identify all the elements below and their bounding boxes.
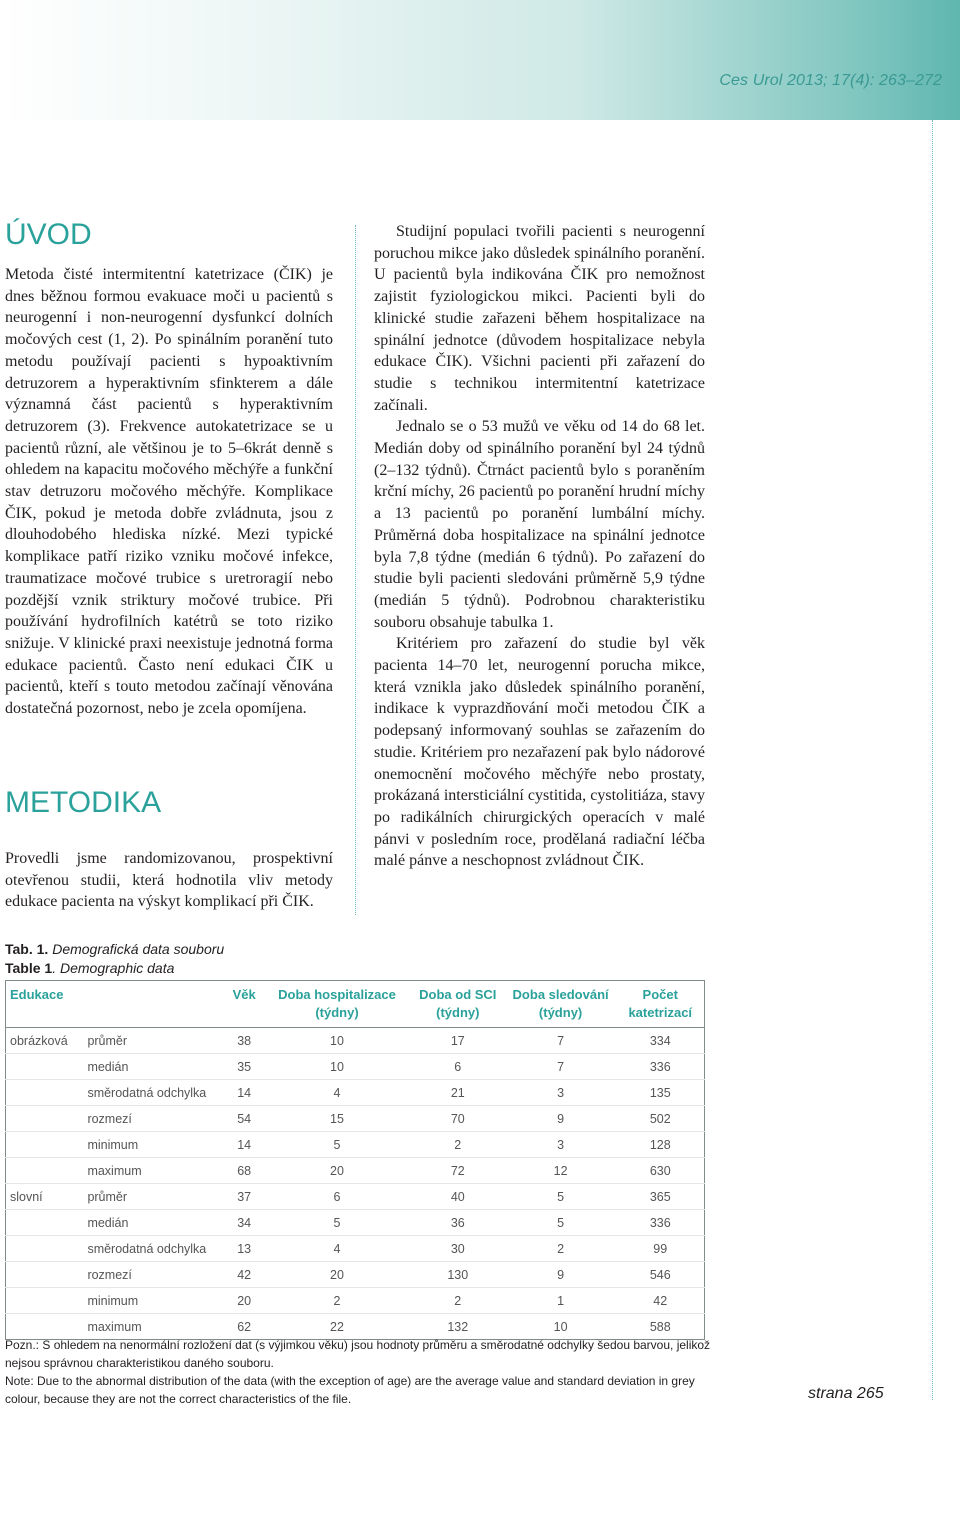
value-cell: 1 xyxy=(505,1288,617,1314)
group-cell: obrázková xyxy=(10,1033,68,1048)
value-cell: 130 xyxy=(411,1262,505,1288)
value-cell: 40 xyxy=(411,1184,505,1210)
value-cell: 3 xyxy=(505,1132,617,1158)
journal-citation: Ces Urol 2013; 17(4): 263–272 xyxy=(719,72,942,89)
value-cell: 35 xyxy=(225,1054,263,1080)
right-paragraph-3: Kritériem pro zařazení do studie byl věk pacienta 14–70 let, neurogenní porucha mikce, která vznikla jako důsledek spinálního poranění, indikace k vyprazdňování moči metodou ČIK a podepsaný informovaný souhlas se zařazením do studie. Kritériem pro nezařazení pak bylo nádorové onemocnění močového měchýře nebo prostaty, prokázaná intersticiální cystitida, cystolitiáza, stavy po radikálních chirurgických operacích v malé pánvi v posledním roce, prodělaná radiační léčba malé pánve a neschopnost zvládnout ČIK. xyxy=(374,635,705,870)
group-cell: slovní xyxy=(6,1184,84,1210)
value-cell: 10 xyxy=(330,1033,344,1048)
right-paragraph-2: Jednalo se o 53 mužů ve věku od 14 do 68 let. Medián doby od spinálního poranění byl 24 týdnů (2–132 týdnů). Čtrnáct pacientů bylo s poraněním krční míchy, 26 pacientů po poranění hrudní míchy a 13 pacientů po poranění lumbální míchy. Průměrná doba hospitalizace na spinální jednotce byla 7,8 týdne (medián 6 týdnů). Po zařazení do studie byli pacienti sledováni průměrně 5,9 týdne (medián 5 týdnů). Podrobnou charakteristiku souboru obsahuje tabulka 1. xyxy=(374,418,705,631)
table-row xyxy=(6,1314,705,1340)
value-cell: 10 xyxy=(505,1314,617,1340)
methods-heading: METODIKA xyxy=(5,786,162,819)
value-cell: 2 xyxy=(411,1132,505,1158)
stat-cell: maximum xyxy=(83,1314,225,1340)
value-cell: 54 xyxy=(225,1106,263,1132)
stat-cell: minimum xyxy=(83,1132,225,1158)
caption-cz-label: Tab. 1. xyxy=(5,941,49,957)
value-cell: 336 xyxy=(617,1210,705,1236)
value-cell: 334 xyxy=(649,1033,671,1048)
table-row xyxy=(6,1184,705,1210)
value-cell: 5 xyxy=(505,1184,617,1210)
table-row xyxy=(6,1158,705,1184)
value-cell: 62 xyxy=(225,1314,263,1340)
value-cell: 546 xyxy=(617,1262,705,1288)
intro-paragraph: Metoda čisté intermitentní katetrizace (ČIK) je dnes běžnou formou evakuace moči u pacientů s neurogenní i non-neurogenní dysfunkcí dolních močových cest (1, 2). Po spinálním poranění tuto metodu používají pacienti s hypoaktivním detruzorem a hyperaktivním sfinkterem a dále významná část pacientů s hyperaktivním detruzorem (3). Frekvence autokatetrizace se u pacientů různí, ale většinou je to 5–6krát denně s ohledem na kapacitu močového měchýře a funkční stav detruzoru močového měchýře. Komplikace ČIK, pokud je metoda dobře zvládnuta, jsou z dlouhodobého hlediska nízké. Mezi typické komplikace patří riziko vzniku močové infekce, traumatizace močové trubice s uretroragií nebo pozdější vznik striktury močové trubice. Při používání hydrofilních katétrů se toto riziko snižuje. V klinické praxi neexistuje jednotná forma edukace pacientů. Často není edukaci ČIK u pacientů, kteří s touto metodou začínají věnována dostatečná pozornost, nebo je zcela opomíjena. xyxy=(5,266,333,718)
value-cell: 36 xyxy=(411,1210,505,1236)
value-cell: 99 xyxy=(617,1236,705,1262)
table-row xyxy=(6,1106,705,1132)
caption-en-label: Table 1 xyxy=(5,960,53,976)
table-row xyxy=(6,1236,705,1262)
value-cell: 502 xyxy=(617,1106,705,1132)
stat-cell: průměr xyxy=(87,1033,128,1048)
value-cell: 42 xyxy=(225,1262,263,1288)
value-cell: 2 xyxy=(263,1288,411,1314)
value-cell: 2 xyxy=(411,1288,505,1314)
value-cell: 20 xyxy=(263,1158,411,1184)
right-column xyxy=(374,221,705,872)
value-cell: 15 xyxy=(263,1106,411,1132)
group-cell xyxy=(6,1210,84,1236)
group-cell xyxy=(6,1314,84,1340)
col-header: Počet katetrizací xyxy=(617,981,705,1028)
table-row xyxy=(6,1210,705,1236)
stat-cell: medián xyxy=(83,1210,225,1236)
value-cell: 20 xyxy=(263,1262,411,1288)
value-cell: 588 xyxy=(617,1314,705,1340)
value-cell: 17 xyxy=(450,1033,465,1048)
col-header: Doba hospitalizace (týdny) xyxy=(263,981,411,1028)
note-cz: Pozn.: S ohledem na nenormální rozložení dat (s výjimkou věku) jsou hodnoty průměru a směrodatné odchylky šedou barvou, jelikož nejsou správnou charakteristikou daného souboru. xyxy=(5,1338,711,1370)
group-cell xyxy=(6,1262,84,1288)
value-cell: 7 xyxy=(557,1033,565,1048)
stat-cell: maximum xyxy=(83,1158,225,1184)
caption-en-text: . Demographic data xyxy=(52,960,175,976)
value-cell: 6 xyxy=(263,1184,411,1210)
value-cell: 13 xyxy=(225,1236,263,1262)
column-divider xyxy=(355,225,356,915)
value-cell: 9 xyxy=(505,1262,617,1288)
value-cell: 14 xyxy=(225,1132,263,1158)
col-header: Doba od SCI (týdny) xyxy=(411,981,505,1028)
col-header: Edukace xyxy=(6,981,84,1028)
value-cell: 132 xyxy=(411,1314,505,1340)
header-band xyxy=(0,0,960,120)
value-cell: 38 xyxy=(237,1033,252,1048)
table-notes xyxy=(5,1337,725,1409)
page-number: strana 265 xyxy=(808,1385,884,1402)
value-cell: 3 xyxy=(505,1080,617,1106)
stat-cell: průměr xyxy=(83,1184,225,1210)
value-cell: 128 xyxy=(617,1132,705,1158)
value-cell: 22 xyxy=(263,1314,411,1340)
value-cell: 34 xyxy=(225,1210,263,1236)
stat-cell: rozmezí xyxy=(83,1106,225,1132)
table-captions xyxy=(5,940,224,978)
value-cell: 5 xyxy=(263,1210,411,1236)
value-cell: 70 xyxy=(411,1106,505,1132)
col-header: Věk xyxy=(225,981,263,1028)
group-cell xyxy=(6,1236,84,1262)
value-cell: 365 xyxy=(617,1184,705,1210)
table-row xyxy=(6,1054,705,1080)
demographic-table xyxy=(5,980,705,1340)
value-cell: 20 xyxy=(225,1288,263,1314)
intro-heading: ÚVOD xyxy=(5,218,92,251)
group-cell xyxy=(6,1288,84,1314)
table-row xyxy=(6,1080,705,1106)
stat-cell: medián xyxy=(83,1054,225,1080)
value-cell: 4 xyxy=(263,1080,411,1106)
methods-text xyxy=(5,848,333,913)
value-cell: 21 xyxy=(411,1080,505,1106)
table-row xyxy=(6,1132,705,1158)
value-cell: 336 xyxy=(617,1054,705,1080)
value-cell: 5 xyxy=(263,1132,411,1158)
margin-rule xyxy=(932,120,933,1400)
value-cell: 30 xyxy=(411,1236,505,1262)
methods-paragraph: Provedli jsme randomizovanou, prospektivní otevřenou studii, která hodnotila vliv metody edukace pacienta na výskyt komplikací při ČIK. xyxy=(5,850,333,911)
value-cell: 135 xyxy=(617,1080,705,1106)
table-header-row xyxy=(6,981,705,1028)
value-cell: 4 xyxy=(263,1236,411,1262)
stat-cell: směrodatná odchylka xyxy=(83,1236,225,1262)
value-cell: 37 xyxy=(225,1184,263,1210)
value-cell: 630 xyxy=(617,1158,705,1184)
caption-cz-text: Demografická data souboru xyxy=(52,941,225,957)
group-cell xyxy=(6,1106,84,1132)
value-cell: 6 xyxy=(411,1054,505,1080)
group-cell xyxy=(6,1132,84,1158)
value-cell: 7 xyxy=(505,1054,617,1080)
value-cell: 72 xyxy=(411,1158,505,1184)
value-cell: 2 xyxy=(505,1236,617,1262)
value-cell: 5 xyxy=(505,1210,617,1236)
col-header xyxy=(83,981,225,1028)
caption-cz xyxy=(5,940,224,959)
value-cell: 9 xyxy=(505,1106,617,1132)
table-row xyxy=(6,1028,705,1054)
value-cell: 14 xyxy=(225,1080,263,1106)
caption-en xyxy=(5,959,224,978)
value-cell: 12 xyxy=(505,1158,617,1184)
table-body xyxy=(6,1028,705,1340)
right-paragraph-1: Studijní populaci tvořili pacienti s neurogenní poruchou mikce jako důsledek spinálního poranění. U pacientů byla indikována ČIK pro nemožnost zajistit fyziologickou mikci. Pacienti byli do klinické studie zařazeni během hospitalizace na spinální jednotce (důvodem hospitalizace nebyla edukace ČIK). Všichni pacienti při zařazení do studie s technikou intermitentní katetrizace začínali. xyxy=(374,223,705,414)
value-cell: 10 xyxy=(263,1054,411,1080)
group-cell xyxy=(6,1158,84,1184)
value-cell: 42 xyxy=(617,1288,705,1314)
group-cell xyxy=(6,1054,84,1080)
intro-text xyxy=(5,264,333,720)
value-cell: 68 xyxy=(225,1158,263,1184)
group-cell xyxy=(6,1080,84,1106)
stat-cell: směrodatná odchylka xyxy=(83,1080,225,1106)
stat-cell: minimum xyxy=(83,1288,225,1314)
table-row xyxy=(6,1288,705,1314)
table-row xyxy=(6,1262,705,1288)
col-header: Doba sledování (týdny) xyxy=(505,981,617,1028)
stat-cell: rozmezí xyxy=(83,1262,225,1288)
note-en: Note: Due to the abnormal distribution of the data (with the exception of age) are the average value and standard deviation in grey colour, because they are not the correct characteristics of the file. xyxy=(5,1374,695,1406)
